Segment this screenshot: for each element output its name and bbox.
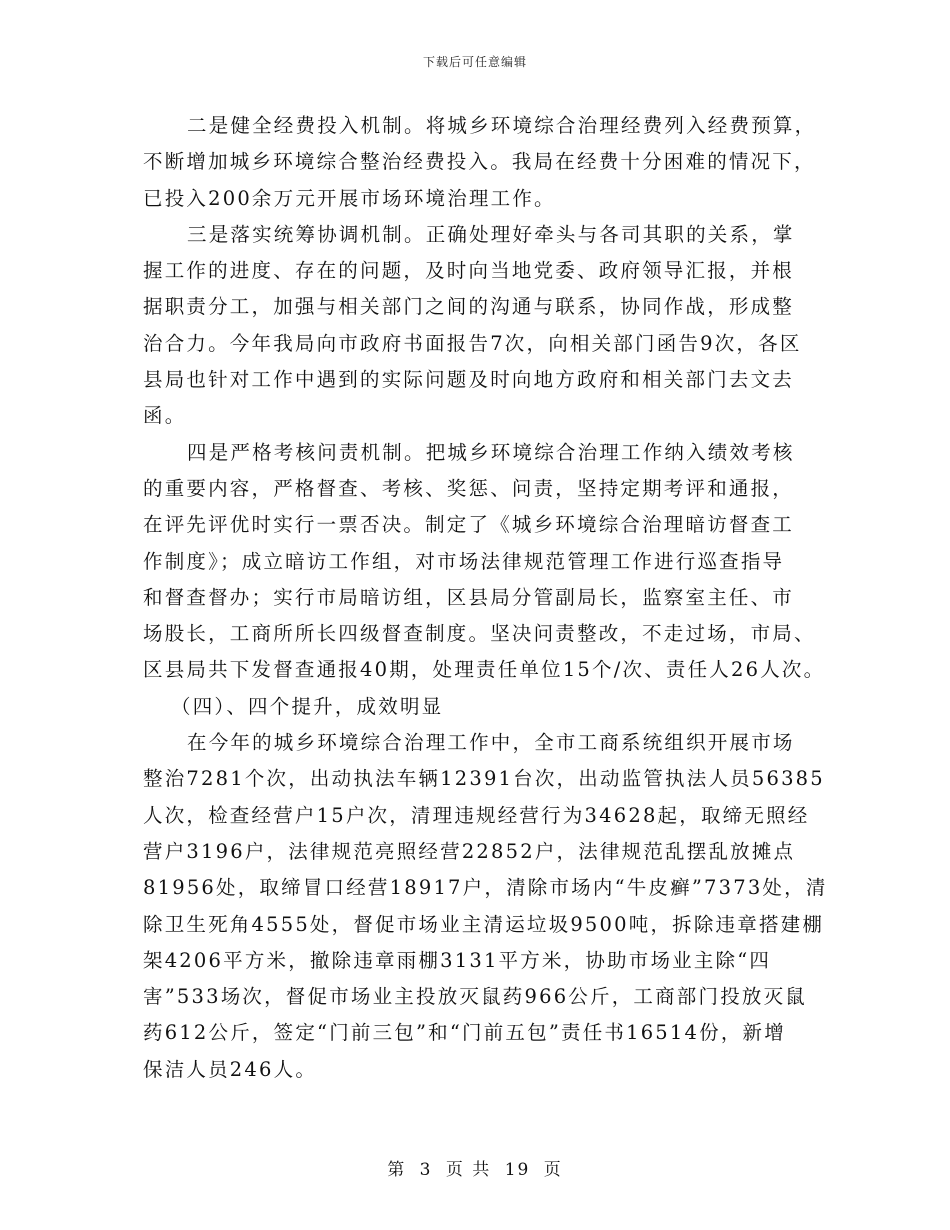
text-line: 三是落实统筹协调机制。正确处理好牵头与各司其职的关系，掌 <box>187 222 795 246</box>
text-line: 函。 <box>143 404 187 428</box>
text-line: 的重要内容，严格督查、考核、奖惩、问责，坚持定期考评和通报， <box>143 476 795 500</box>
section-heading: （四）、四个提升，成效明显 <box>171 694 444 718</box>
text-line: 治合力。今年我局向市政府书面报告7次，向相关部门函告9次，各区 <box>143 331 802 355</box>
text-line: 场股长，工商所所长四级督查制度。坚决问责整改，不走过场，市局、 <box>143 622 816 646</box>
text-line: 据职责分工，加强与相关部门之间的沟通与联系，协同作战，形成整 <box>143 295 795 319</box>
text-line: 整治7281个次，出动执法车辆12391台次，出动监管执法人员56385 <box>143 767 825 791</box>
page-header: 下载后可任意编辑 <box>422 55 527 69</box>
text-line: 在今年的城乡环境综合治理工作中，全市工商系统组织开展市场 <box>187 731 795 755</box>
page-number: 3 <box>419 1160 433 1180</box>
text-line: 已投入200余万元开展市场环境治理工作。 <box>143 186 556 210</box>
text-line: 架4206平方米，撤除违章雨棚3131平方米，协助市场业主除“四 <box>143 948 772 972</box>
page-footer <box>0 1155 950 1180</box>
text-line: 区县局共下发督查通报40期，处理责任单位15个/次、责任人26人次。 <box>143 658 826 682</box>
text-line: 县局也针对工作中遇到的实际问题及时向地方政府和相关部门去文去 <box>143 368 795 392</box>
text-line: 在评先评优时实行一票否决。制定了《城乡环境综合治理暗访督查工 <box>143 513 795 537</box>
text-line: 药612公斤，签定“门前三包”和“门前五包”责任书16514份，新增 <box>143 1021 786 1045</box>
text-line: 除卫生死角4555处，督促市场业主清运垃圾9500吨，拆除违章搭建棚 <box>143 912 825 936</box>
text-line: 人次，检查经营户15户次，清理违规经营行为34628起，取缔无照经 <box>143 803 810 827</box>
text-line: 不断增加城乡环境综合整治经费投入。我局在经费十分困难的情况下， <box>143 150 816 174</box>
text-line: 保洁人员246人。 <box>143 1057 318 1081</box>
document-body <box>143 108 828 1088</box>
footer-suffix: 页 <box>543 1160 563 1180</box>
text-line: 二是健全经费投入机制。将城乡环境综合治理经费列入经费预算， <box>187 114 817 137</box>
text-line: 作制度》；成立暗访工作组，对市场法律规范管理工作进行巡查指导 <box>143 549 785 573</box>
text-line: 和督查督办；实行市局暗访组，区县局分管副局长，监察室主任、市 <box>143 585 795 609</box>
footer-middle: 页 共 <box>445 1160 492 1180</box>
footer-prefix: 第 <box>387 1160 407 1180</box>
text-line: 握工作的进度、存在的问题，及时向当地党委、政府领导汇报，并根 <box>143 259 795 283</box>
total-pages: 19 <box>504 1160 531 1180</box>
text-line: 81956处，取缔冒口经营18917户，清除市场内“牛皮癣”7373处，清 <box>143 876 828 900</box>
text-line: 营户3196户，法律规范亮照经营22852户，法律规范乱摆乱放摊点 <box>143 839 796 863</box>
text-line: 害”533场次，督促市场业主投放灭鼠药966公斤，工商部门投放灭鼠 <box>143 985 808 1009</box>
text-line: 四是严格考核问责机制。把城乡环境综合治理工作纳入绩效考核 <box>187 440 795 464</box>
